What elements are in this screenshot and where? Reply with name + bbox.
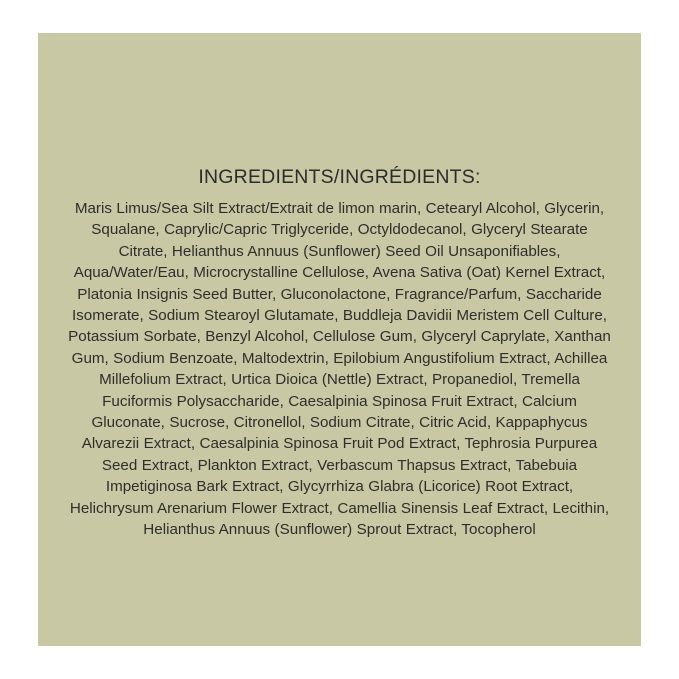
ingredients-list-text: Maris Limus/Sea Silt Extract/Extrait de limon marin, Cetearyl Alcohol, Glycerin, Squalane, Caprylic/Capric Triglyceride, Octyldodecanol, Glyceryl Stearate Citrate, Helianthus Annuus (Sunflower) Seed Oil Unsaponifiables, Aqua/Water/Eau, Microcrystalline Cellulose, Avena Sativa (Oat) Kernel Extract, Platonia Insignis Seed Butter, Gluconolactone, Fragrance/Parfum, Saccharide Isomerate, Sodium Stearoyl Glutamate, Buddleja Davidii Meristem Cell Culture, Potassium Sorbate, Benzyl Alcohol, Cellulose Gum, Glyceryl Caprylate, Xanthan Gum, Sodium Benzoate, Maltodextrin, Epilobium Angustifolium Extract, Achillea Millefolium Extract, Urtica Dioica (Nettle) Extract, Propanediol, Tremella Fuciformis Polysaccharide, Caesalpinia Spinosa Fruit Extract, Calcium Gluconate, Sucrose, Citronellol, Sodium Citrate, Citric Acid, Kappaphycus Alvarezii Extract, Caesalpinia Spinosa Fruit Pod Extract, Tephrosia Purpurea Seed Extract, Plankton Extract, Verbascum Thapsus Extract, Tabebuia Impetiginosa Bark Extract, Glycyrrhiza Glabra (Licorice) Root Extract, Helichrysum Arenarium Flower Extract, Camellia Sinensis Leaf Extract, Lecithin, Helianthus Annuus (Sunflower) Sprout Extract, Tocopherol <box>68 200 611 539</box>
ingredients-panel <box>38 33 641 646</box>
ingredients-heading: INGREDIENTS/INGRÉDIENTS: <box>198 166 481 188</box>
ingredients-block <box>38 166 641 541</box>
